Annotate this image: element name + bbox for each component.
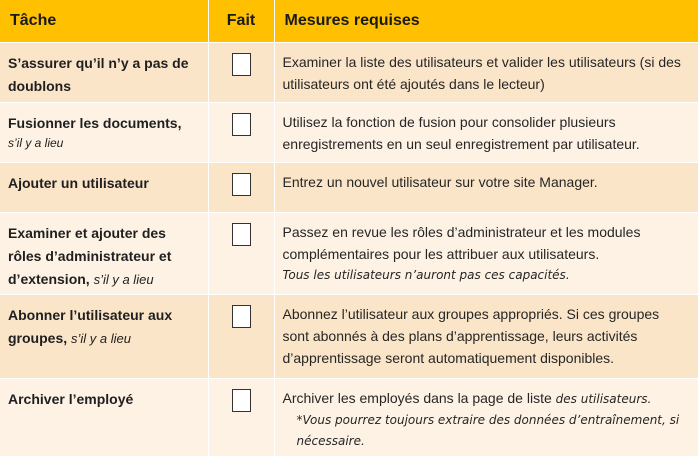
table-row: [0, 379, 698, 457]
measure-note: Tous les utilisateurs n’auront pas ces capacités.: [282, 268, 570, 282]
done-checkbox[interactable]: [232, 389, 251, 412]
task-cell: [0, 163, 208, 213]
measure-cell: [274, 295, 698, 379]
done-cell: [208, 379, 274, 457]
table-row: [0, 103, 698, 163]
table-header-row: [0, 0, 698, 43]
task-label: Examiner et ajouter des rôles d’administrateur et d’extension,: [8, 225, 172, 287]
task-cell: [0, 103, 208, 163]
done-checkbox[interactable]: [232, 113, 251, 136]
header-done: Fait: [208, 0, 274, 43]
done-cell: [208, 163, 274, 213]
measure-cell: [274, 213, 698, 295]
task-cell: [0, 379, 208, 457]
measure-text: Entrez un nouvel utilisateur sur votre site Manager.: [282, 174, 598, 190]
task-cell: [0, 295, 208, 379]
task-note: s’il y a lieu: [8, 136, 64, 150]
measure-cell: [274, 103, 698, 163]
done-cell: [208, 295, 274, 379]
done-cell: [208, 43, 274, 103]
table-row: [0, 163, 698, 213]
measure-cell: [274, 163, 698, 213]
measure-text: Abonnez l’utilisateur aux groupes appropriés. Si ces groupes sont abonnés à des plans d’apprentissage, leurs activités d’apprentissage seront automatiquement disponibles.: [282, 306, 660, 366]
done-checkbox[interactable]: [232, 173, 251, 196]
task-label: Archiver l’employé: [8, 391, 134, 407]
done-checkbox[interactable]: [232, 305, 251, 328]
measure-text: Examiner la liste des utilisateurs et valider les utilisateurs (si des utilisateurs ont été ajoutés dans le lecteur): [282, 54, 681, 92]
task-cell: [0, 213, 208, 295]
table-row: [0, 295, 698, 379]
measure-inline-note: des utilisateurs.: [555, 392, 652, 406]
done-checkbox[interactable]: [232, 223, 251, 246]
task-note: s’il y a lieu: [93, 272, 154, 287]
done-cell: [208, 213, 274, 295]
header-task: Tâche: [0, 0, 208, 43]
table-row: [0, 213, 698, 295]
task-label: Ajouter un utilisateur: [8, 175, 149, 191]
measure-text: Passez en revue les rôles d’administrateur et les modules complémentaires pour les attribuer aux utilisateurs.: [282, 224, 641, 262]
done-checkbox[interactable]: [232, 53, 251, 76]
task-note: s’il y a lieu: [71, 331, 131, 346]
task-label: Fusionner les documents,: [8, 115, 182, 131]
measure-text: Utilisez la fonction de fusion pour consolider plusieurs enregistrements en un seul enregistrement par utilisateur.: [282, 114, 640, 152]
task-label: S’assurer qu’il n’y a pas de doublons: [8, 55, 189, 94]
measure-note: *Vous pourrez toujours extraire des données d’entraînement, si nécessaire.: [296, 413, 680, 448]
done-cell: [208, 103, 274, 163]
table-row: [0, 43, 698, 103]
measure-cell: [274, 379, 698, 457]
header-measures: Mesures requises: [274, 0, 698, 43]
task-label: Abonner l’utilisateur aux groupes,: [8, 307, 173, 346]
measure-text: Archiver les employés dans la page de liste: [282, 390, 552, 406]
task-cell: [0, 43, 208, 103]
measure-cell: [274, 43, 698, 103]
